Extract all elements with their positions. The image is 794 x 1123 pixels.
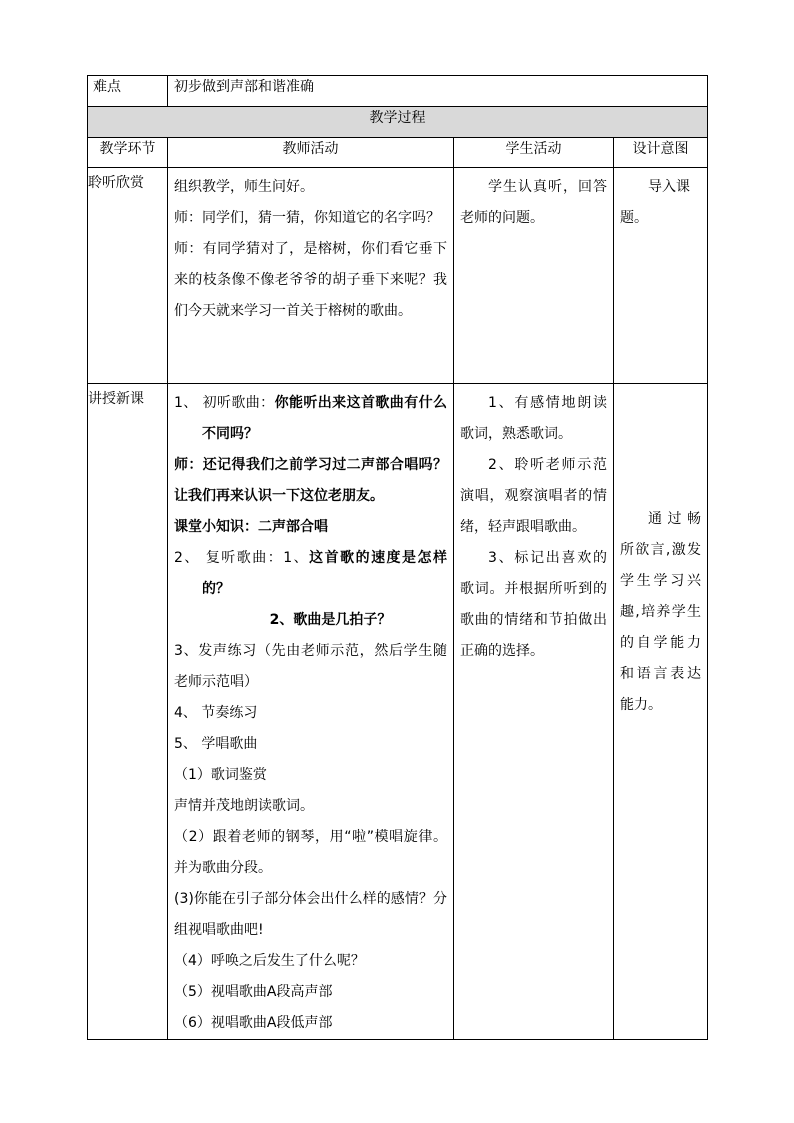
header-stage: 教学环节: [88, 138, 168, 168]
teacher-line: 组织教学，师生问好。: [174, 179, 314, 195]
teacher-line: [174, 543, 447, 605]
lesson-plan-table: [87, 75, 708, 1040]
item-number: 1、 初听歌曲：: [174, 395, 275, 411]
stage-cell: 讲授新课: [88, 384, 168, 1040]
teacher-line: [174, 388, 447, 450]
teacher-line: （2）跟着老师的钢琴，用“啦”模唱旋律。并为歌曲分段。: [174, 829, 447, 876]
item-number: 2、 复听歌曲：1、: [174, 550, 310, 566]
teacher-line: 2、歌曲是几拍子？: [269, 612, 392, 628]
difficulty-value: [168, 76, 708, 107]
header-row: [88, 138, 708, 168]
question-text: 你能听出来这首歌曲有什么不同吗？: [202, 395, 448, 442]
intent-cell: [614, 384, 708, 1040]
difficulty-text: 初步做到声部和谐准确: [174, 79, 314, 95]
teacher-line: 5、 学唱歌曲: [174, 736, 258, 752]
table-row: [88, 168, 708, 384]
teacher-line: 3、发声练习（先由老师示范，然后学生随老师示范唱）: [174, 643, 447, 690]
teacher-line: 课堂小知识：二声部合唱: [174, 519, 328, 535]
teacher-line: （6）视唱歌曲A段低声部: [174, 1015, 333, 1031]
table-row: [88, 384, 708, 1040]
header-student: 学生活动: [454, 138, 614, 168]
teacher-line: 师：同学们，猜一猜，你知道它的名字吗？: [174, 210, 440, 226]
teacher-line: 师：还记得我们之前学习过二声部合唱吗？让我们再来认识一下这位老朋友。: [174, 457, 447, 504]
student-text: 3、标记出喜欢的歌词。并根据所听到的歌曲的情绪和节拍做出正确的选择。: [460, 550, 607, 659]
teacher-line: （4）呼唤之后发生了什么呢？: [174, 953, 365, 969]
student-text: 2、聆听老师示范演唱，观察演唱者的情绪，轻声跟唱歌曲。: [460, 457, 607, 535]
student-cell: [454, 384, 614, 1040]
process-title-row: [88, 107, 708, 138]
teacher-line: （1）歌词鉴赏: [174, 767, 267, 783]
teacher-line: (3)你能在引子部分体会出什么样的感情？分组视唱歌曲吧!: [174, 891, 447, 938]
intent-text: 导入课题。: [620, 179, 690, 226]
teacher-cell: [168, 168, 454, 384]
student-text: 学生认真听，回答老师的问题。: [460, 179, 607, 226]
teacher-line: （5）视唱歌曲A段高声部: [174, 984, 333, 1000]
intent-text: 通过畅所欲言,激发学生学习兴趣,培养学生的自学能力和语言表达能力。: [620, 511, 701, 713]
teacher-cell: [168, 384, 454, 1040]
header-intent: 设计意图: [614, 138, 708, 168]
stage-cell: 聆听欣赏: [88, 168, 168, 384]
teacher-line: 声情并茂地朗读歌词。: [174, 798, 314, 814]
difficulty-label: 难点: [88, 76, 168, 107]
student-text: 1、有感情地朗读歌词，熟悉歌词。: [460, 395, 607, 442]
intent-cell: [614, 168, 708, 384]
teacher-line: 师：有同学猜对了，是榕树，你们看它垂下来的枝条像不像老爷爷的胡子垂下来呢？我们今天就来学习一首关于榕树的歌曲。: [174, 241, 447, 319]
question-text: 这首歌的速度是怎样的？: [202, 550, 448, 597]
process-title: 教学过程: [88, 107, 708, 138]
teacher-line: 4、 节奏练习: [174, 705, 258, 721]
header-teacher: 教师活动: [168, 138, 454, 168]
student-cell: [454, 168, 614, 384]
difficulty-row: [88, 76, 708, 107]
